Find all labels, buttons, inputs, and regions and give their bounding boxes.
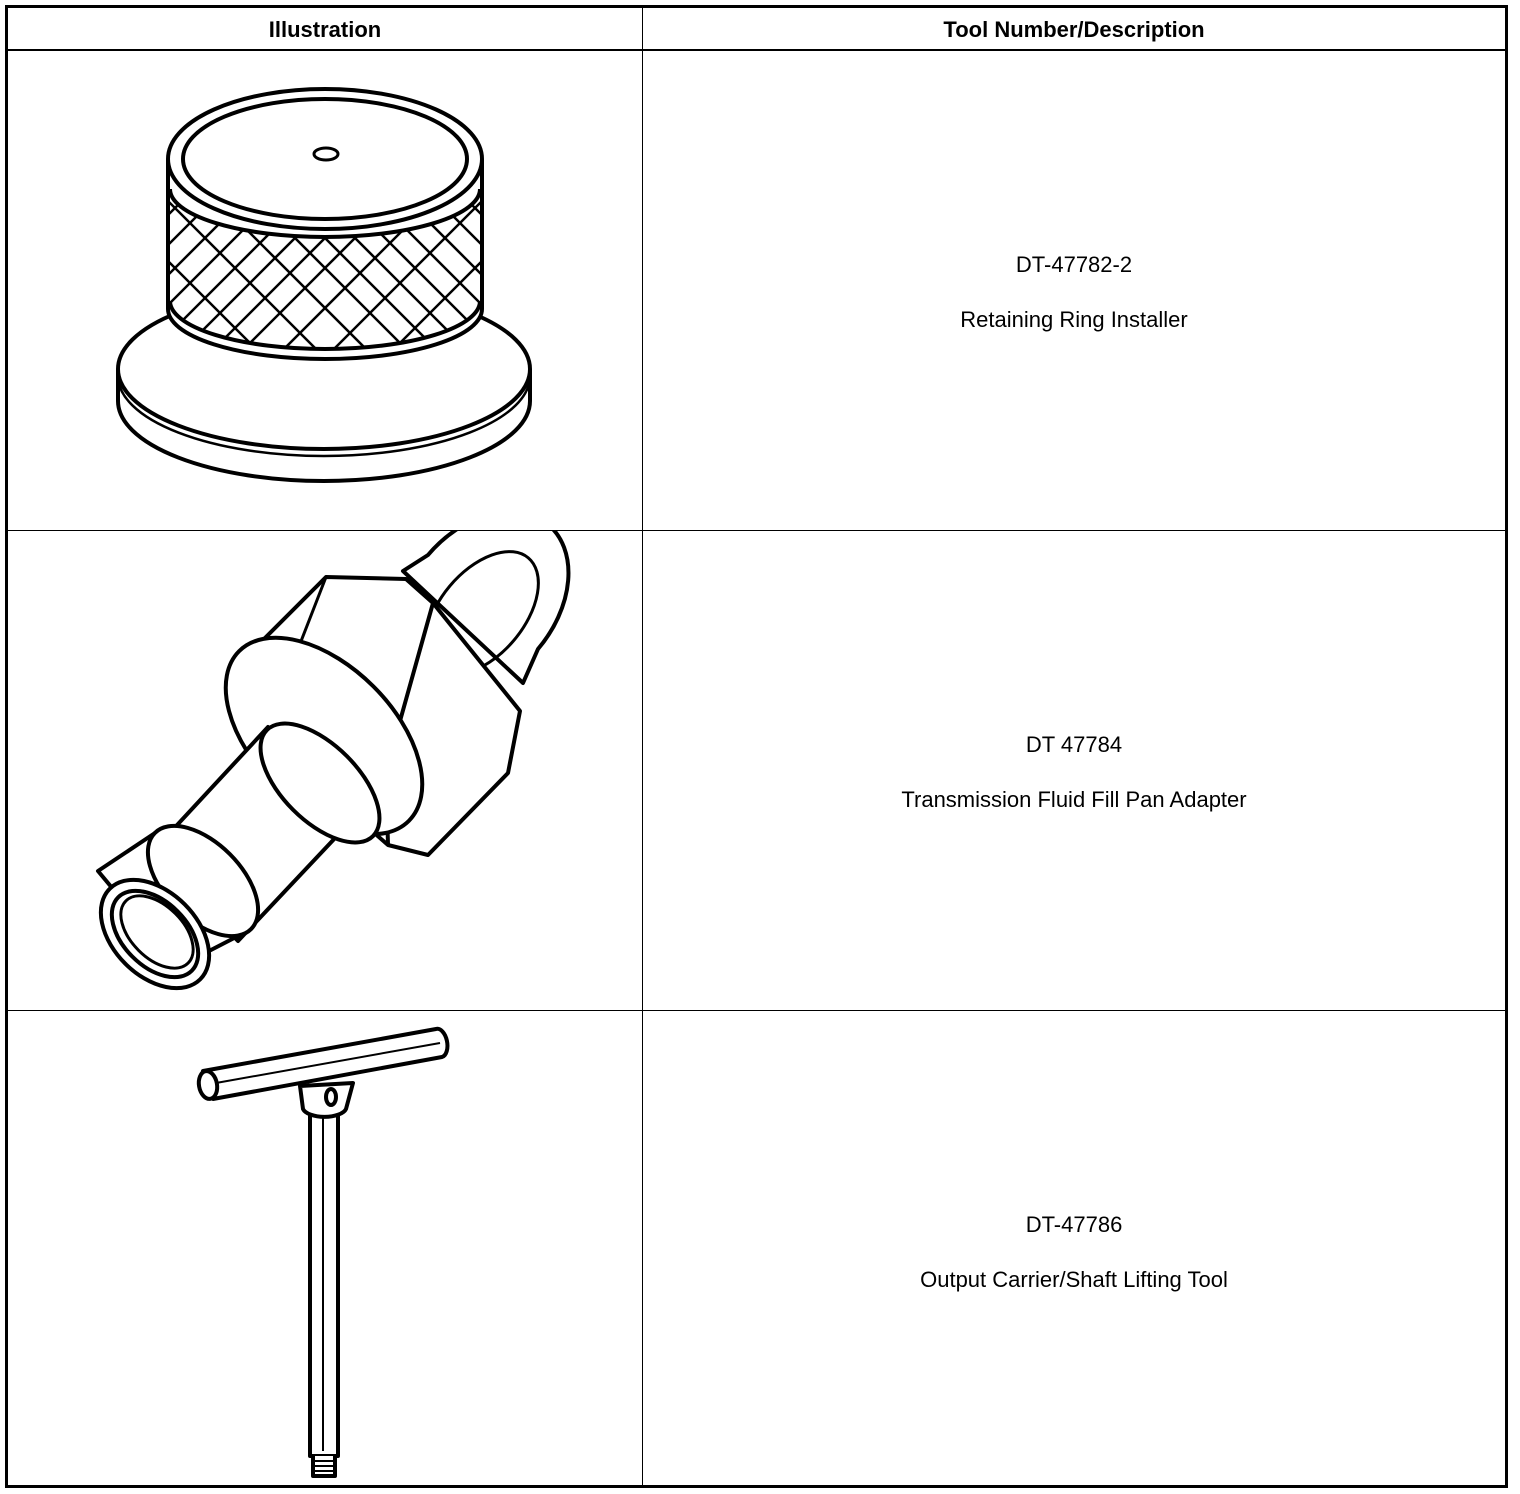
tool-number: DT 47784 [1025, 732, 1123, 757]
table-row [8, 1011, 1505, 1488]
description-cell [643, 51, 1505, 530]
t-handle-lifting-tool-drawing [8, 1011, 642, 1488]
illustration-header: Illustration [268, 17, 382, 42]
tool-name: Transmission Fluid Fill Pan Adapter [901, 787, 1247, 812]
table-header [8, 8, 1505, 51]
table-row [8, 51, 1505, 531]
description-cell [643, 531, 1505, 1010]
tool-number: DT-47786 [1025, 1212, 1123, 1237]
tools-table [5, 5, 1508, 1488]
description-header: Tool Number/Description [943, 17, 1205, 42]
description-cell [643, 1011, 1505, 1488]
tool-number: DT-47782-2 [1015, 252, 1133, 277]
table-row [8, 531, 1505, 1011]
tool-name: Retaining Ring Installer [960, 307, 1188, 332]
retaining-ring-installer-drawing [8, 51, 642, 530]
tool-name: Output Carrier/Shaft Lifting Tool [920, 1267, 1228, 1292]
fill-pan-adapter-drawing [8, 531, 642, 1010]
